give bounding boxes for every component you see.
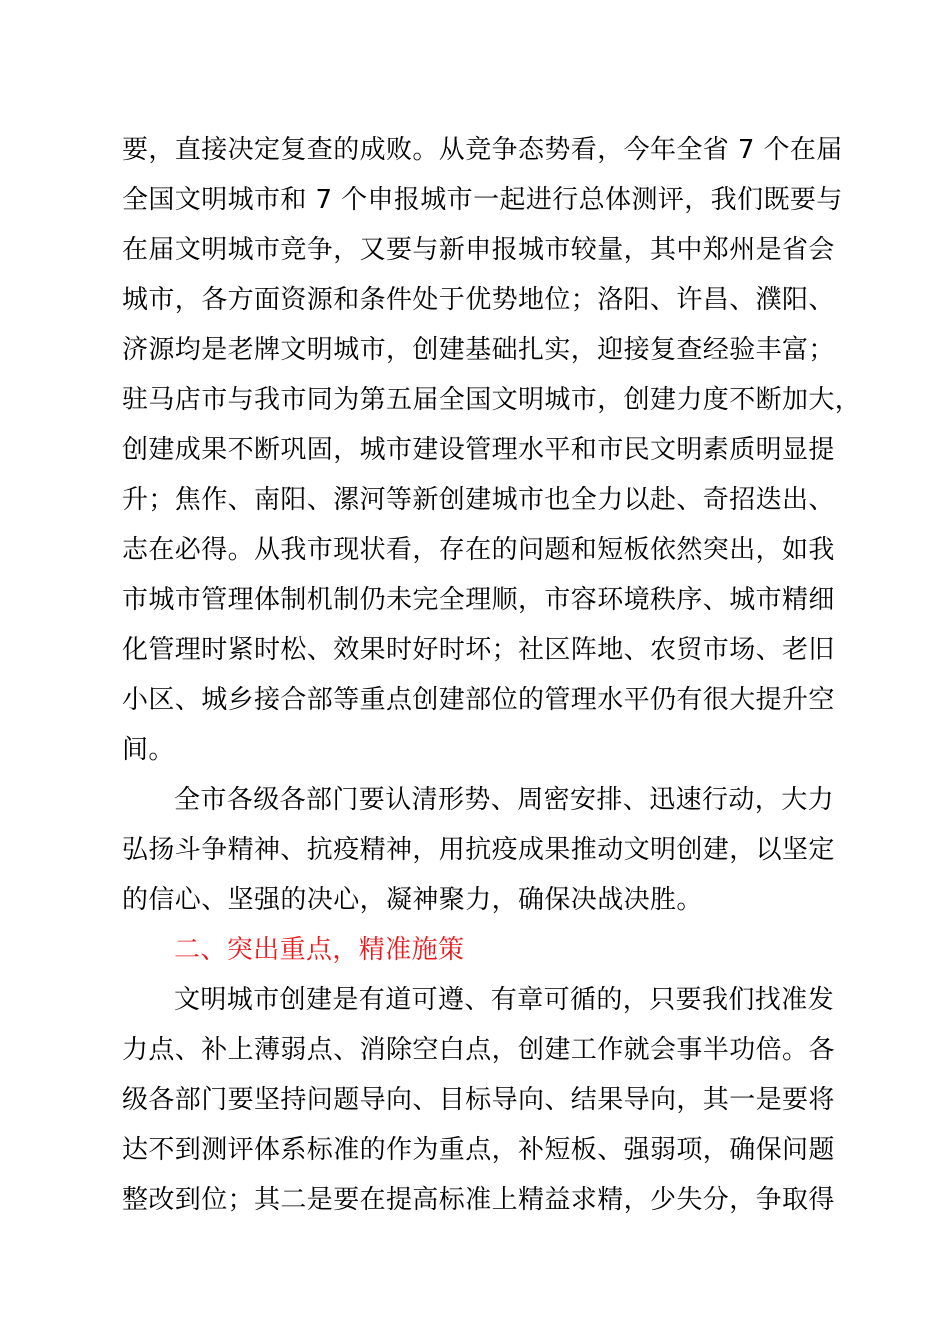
- paragraph-line: 城市，各方面资源和条件处于优势地位；洛阳、许昌、濮阳、: [122, 285, 835, 315]
- section-heading: 二、突出重点，精准施策: [174, 935, 465, 965]
- paragraph-line: 小区、城乡接合部等重点创建部位的管理水平仍有很大提升空: [122, 685, 835, 715]
- paragraph-line: 在届文明城市竞争，又要与新申报城市较量，其中郑州是省会: [122, 235, 835, 265]
- paragraph-line: 化管理时紧时松、效果时好时坏；社区阵地、农贸市场、老旧: [122, 635, 835, 665]
- paragraph-line: 全国文明城市和 7 个申报城市一起进行总体测评，我们既要与: [122, 185, 843, 215]
- paragraph-line: 的信心、坚强的决心，凝神聚力，确保决战决胜。: [122, 885, 703, 915]
- paragraph-line: 要，直接决定复查的成败。从竞争态势看，今年全省 7 个在届: [122, 135, 843, 165]
- paragraph-line: 驻马店市与我市同为第五届全国文明城市，创建力度不断加大，: [122, 385, 862, 415]
- paragraph-line: 力点、补上薄弱点、消除空白点，创建工作就会事半功倍。各: [122, 1035, 835, 1065]
- paragraph-line: 升；焦作、南阳、漯河等新创建城市也全力以赴、奇招迭出、: [122, 485, 835, 515]
- paragraph-line: 全市各级各部门要认清形势、周密安排、迅速行动，大力: [174, 785, 835, 815]
- paragraph-line: 济源均是老牌文明城市，创建基础扎实，迎接复查经验丰富；: [122, 335, 835, 365]
- paragraph-line: 志在必得。从我市现状看，存在的问题和短板依然突出，如我: [122, 535, 835, 565]
- paragraph-line: 间。: [122, 735, 175, 765]
- paragraph-line: 级各部门要坚持问题导向、目标导向、结果导向，其一是要将: [122, 1085, 835, 1115]
- paragraph-line: 文明城市创建是有道可遵、有章可循的，只要我们找准发: [174, 985, 835, 1015]
- paragraph-line: 达不到测评体系标准的作为重点，补短板、强弱项，确保问题: [122, 1135, 835, 1165]
- paragraph-line: 创建成果不断巩固，城市建设管理水平和市民文明素质明显提: [122, 435, 835, 465]
- paragraph-line: 整改到位；其二是要在提高标准上精益求精，少失分，争取得: [122, 1185, 835, 1215]
- paragraph-line: 市城市管理体制机制仍未完全理顺，市容环境秩序、城市精细: [122, 585, 835, 615]
- paragraph-line: 弘扬斗争精神、抗疫精神，用抗疫成果推动文明创建，以坚定: [122, 835, 835, 865]
